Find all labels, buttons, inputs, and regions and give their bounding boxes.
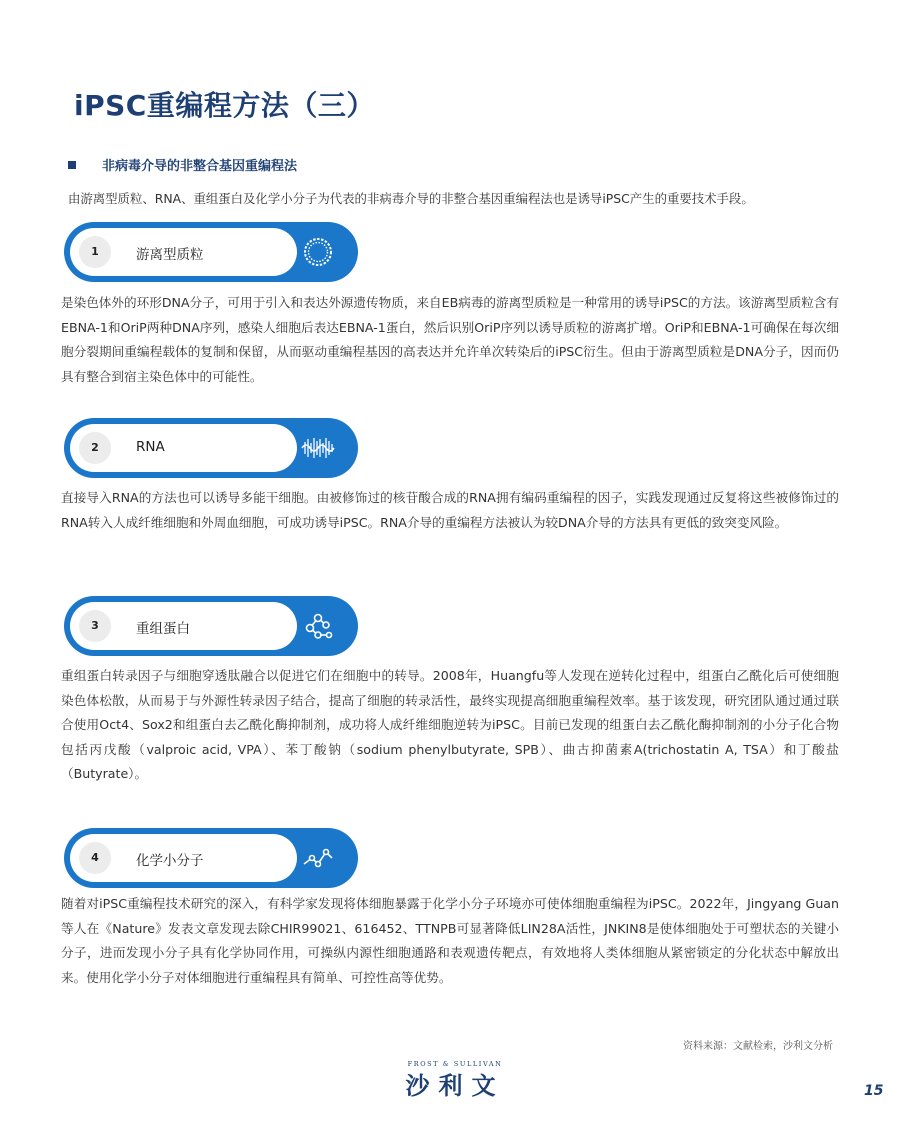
method-number-badge: 3 [79, 610, 111, 642]
method-number-badge: 2 [79, 432, 111, 464]
method-pill-1 [64, 222, 358, 282]
logo-chinese: 沙利文 [405, 1072, 505, 1100]
method-paragraph-1: 是染色体外的环形DNA分子，可用于引入和表达外源遗传物质，来自EB病毒的游离型质粒是一种常用的诱导iPSC的方法。该游离型质粒含有EBNA-1和OriP两种DNA序列，感染人细胞后表达EBNA-1蛋白，然后识别OriP序列以诱导质粒的游离扩增。OriP和EBNA-1可确保在每次细胞分裂期间重编程载体的复制和保留，从而驱动重编程基因的高表达并允许单次转染后的iPSC衍生。但由于游离型质粒是DNA分子，因而仍具有整合到宿主染色体中的可能性。 [61, 295, 839, 384]
page-title: iPSC重编程方法（三） [74, 89, 375, 122]
method-pill-3 [64, 596, 358, 656]
page-number: 15 [864, 1083, 884, 1099]
method-label: 重组蛋白 [136, 621, 190, 637]
method-paragraph-2: 直接导入RNA的方法也可以诱导多能干细胞。由被修饰过的核苷酸合成的RNA拥有编码重编程的因子，实践发现通过反复将这些被修饰过的RNA转入人成纤维细胞和外周血细胞，可成功诱导iPSC。RNA介导的重编程方法被认为较DNA介导的方法具有更低的致突变风险。 [61, 490, 839, 530]
square-bullet-icon [68, 161, 76, 169]
method-number-badge: 4 [79, 842, 111, 874]
method-label: 游离型质粒 [136, 247, 204, 263]
pill-inner [70, 424, 297, 472]
method-paragraph-3: 重组蛋白转录因子与细胞穿透肽融合以促进它们在细胞中的转导。2008年，Huangfu等人发现在逆转化过程中，组蛋白乙酰化后可使细胞染色体松散，从而易于与外源性转录因子结合，提高了细胞的转录活性，最终实现提高细胞重编程效率。基于该发现，研究团队通过通过联合使用Oct4、Sox2和组蛋白去乙酰化酶抑制剂，成功将人成纤维细胞逆转为iPSC。目前已发现的组蛋白去乙酰化酶抑制剂的小分子化合物包括丙戊酸（valproic acid, VPA）、苯丁酸钠（sodium phenylbutyrate, SPB）、曲古抑菌素A(trichostatin A, TSA）和丁酸盐（Butyrate）。 [61, 668, 839, 782]
chain-icon [300, 840, 336, 876]
method-paragraph-4: 随着对iPSC重编程技术研究的深入，有科学家发现将体细胞暴露于化学小分子环境亦可使体细胞重编程为iPSC。2022年，Jingyang Guan等人在《Nature》发表文章发现去除CHIR99021、616452、TTNPB可显著降低LIN28A活性，JNKIN8是使体细胞处于可塑状态的关键小分子，进而发现小分子具有化学协同作用，可操纵内源性细胞通路和表观遗传靶点，有效地将人类体细胞从紧密锁定的分化状态中解放出来。使用化学小分子对体细胞进行重编程具有简单、可控性高等优势。 [61, 896, 839, 985]
logo-english: FROST & SULLIVAN [407, 1060, 503, 1068]
pill-inner [70, 228, 297, 276]
method-label: 化学小分子 [136, 853, 204, 869]
pill-inner [70, 834, 297, 882]
method-pill-4 [64, 828, 358, 888]
molecule-icon [300, 608, 336, 644]
section-heading [68, 155, 297, 174]
method-number-badge: 1 [79, 236, 111, 268]
method-label: RNA [136, 439, 165, 455]
intro-text: 由游离型质粒、RNA、重组蛋白及化学小分子为代表的非病毒介导的非整合基因重编程法也是诱导iPSC产生的重要技术手段。 [68, 191, 754, 206]
pill-inner [70, 602, 297, 650]
plasmid-icon [300, 234, 336, 270]
source-note: 资料来源：文献检索，沙利文分析 [683, 1041, 833, 1052]
method-pill-2 [64, 418, 358, 478]
rna-icon [300, 430, 336, 466]
section-heading-text: 非病毒介导的非整合基因重编程法 [102, 159, 298, 174]
